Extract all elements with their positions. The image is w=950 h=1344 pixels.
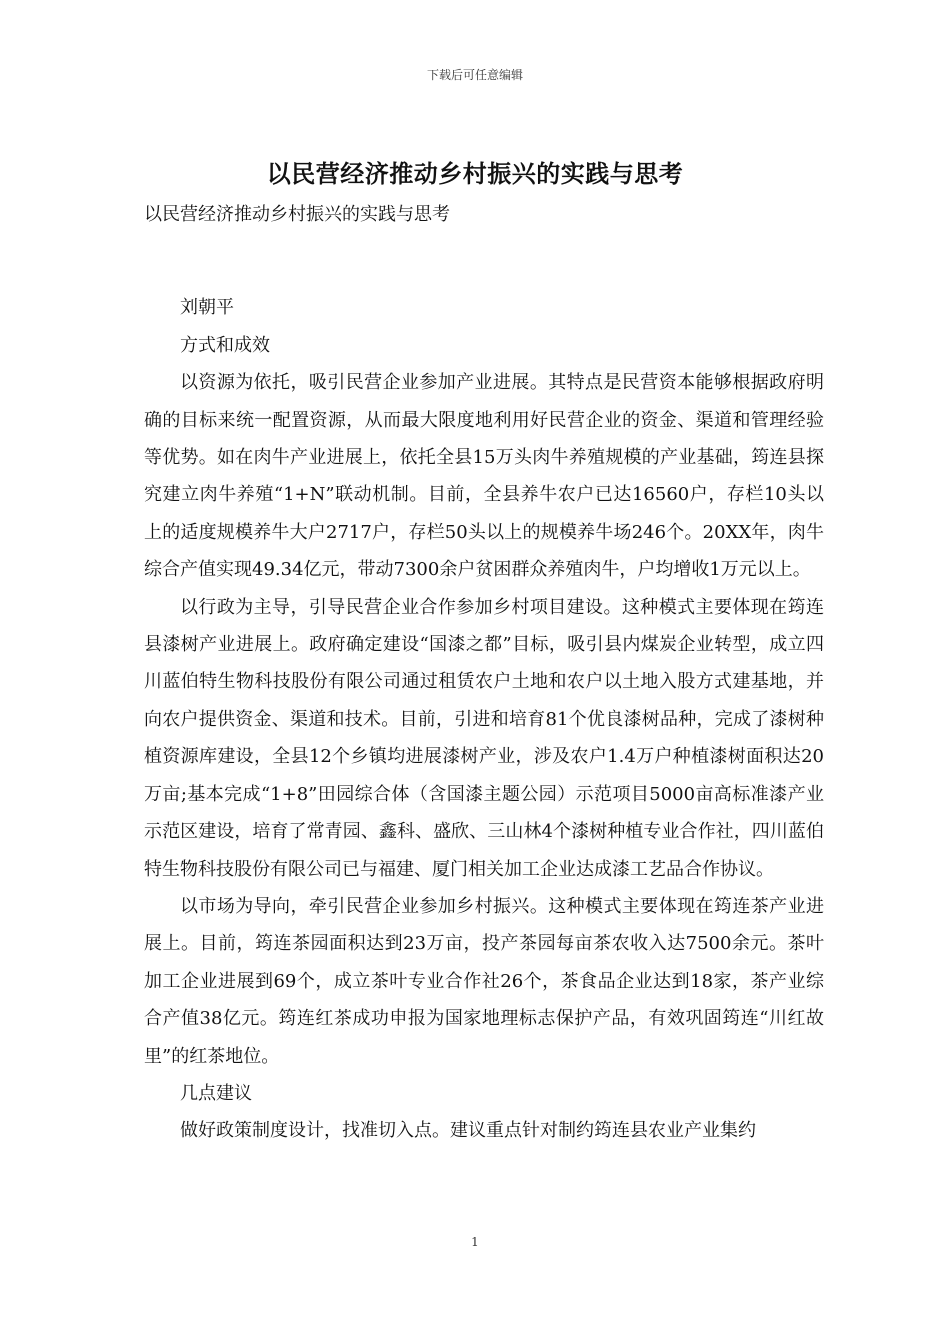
document-title: 以民营经济推动乡村振兴的实践与思考	[266, 159, 684, 188]
header-note: 下载后可任意编辑	[426, 68, 523, 82]
section-heading-methods: 方式和成效	[180, 334, 270, 356]
paragraph: 以资源为依托，吸引民营企业参加产业进展。其特点是民营资本能够根据政府明确的目标来统一配置资源，从而最大限度地利用好民营企业的资金、渠道和管理经验等优势。如在肉牛产业进展上，依托全县15万头肉牛养殖规模的产业基础，筠连县探究建立肉牛养殖“1+N”联动机制。目前，全县养牛农户已达16560户，存栏10头以上的适度规模养牛大户2717户，存栏50头以上的规模养牛场246个。20XX年，肉牛综合产值实现49.34亿元，带动7300余户贫困群众养殖肉牛，户均增收1万元以上。	[144, 372, 824, 581]
paragraph: 以市场为导向，牵引民营企业参加乡村振兴。这种模式主要体现在筠连茶产业进展上。目前，筠连茶园面积达到23万亩，投产茶园每亩茶农收入达7500余元。茶叶加工企业进展到69个，成立茶叶专业合作社26个，茶食品企业达到18家，茶产业综合产值38亿元。筠连红茶成功申报为国家地理标志保护产品，有效巩固筠连“川红故里”的红茶地位。	[144, 895, 824, 1067]
paragraph: 做好政策制度设计，找准切入点。建议重点针对制约筠连县农业产业集约	[180, 1120, 756, 1142]
page-number: 1	[471, 1235, 479, 1249]
document-body	[144, 196, 824, 1150]
paragraph: 以行政为主导，引导民营企业合作参加乡村项目建设。这种模式主要体现在筠连县漆树产业进展上。政府确定建设“国漆之都”目标，吸引县内煤炭企业转型，成立四川蓝伯特生物科技股份有限公司通过租赁农户土地和农户以土地入股方式建基地，并向农户提供资金、渠道和技术。目前，引进和培育81个优良漆树品种，完成了漆树种植资源库建设，全县12个乡镇均进展漆树产业，涉及农户1.4万户种植漆树面积达20万亩;基本完成“1+8”田园综合体（含国漆主题公园）示范项目5000亩高标准漆产业示范区建设，培育了常青园、鑫科、盛欣、三山林4个漆树种植专业合作社，四川蓝伯特生物科技股份有限公司已与福建、厦门相关加工企业达成漆工艺品合作协议。	[144, 596, 824, 880]
section-heading-suggestions: 几点建议	[180, 1082, 252, 1104]
author-name: 刘朝平	[180, 297, 234, 319]
subtitle: 以民营经济推动乡村振兴的实践与思考	[144, 204, 450, 225]
